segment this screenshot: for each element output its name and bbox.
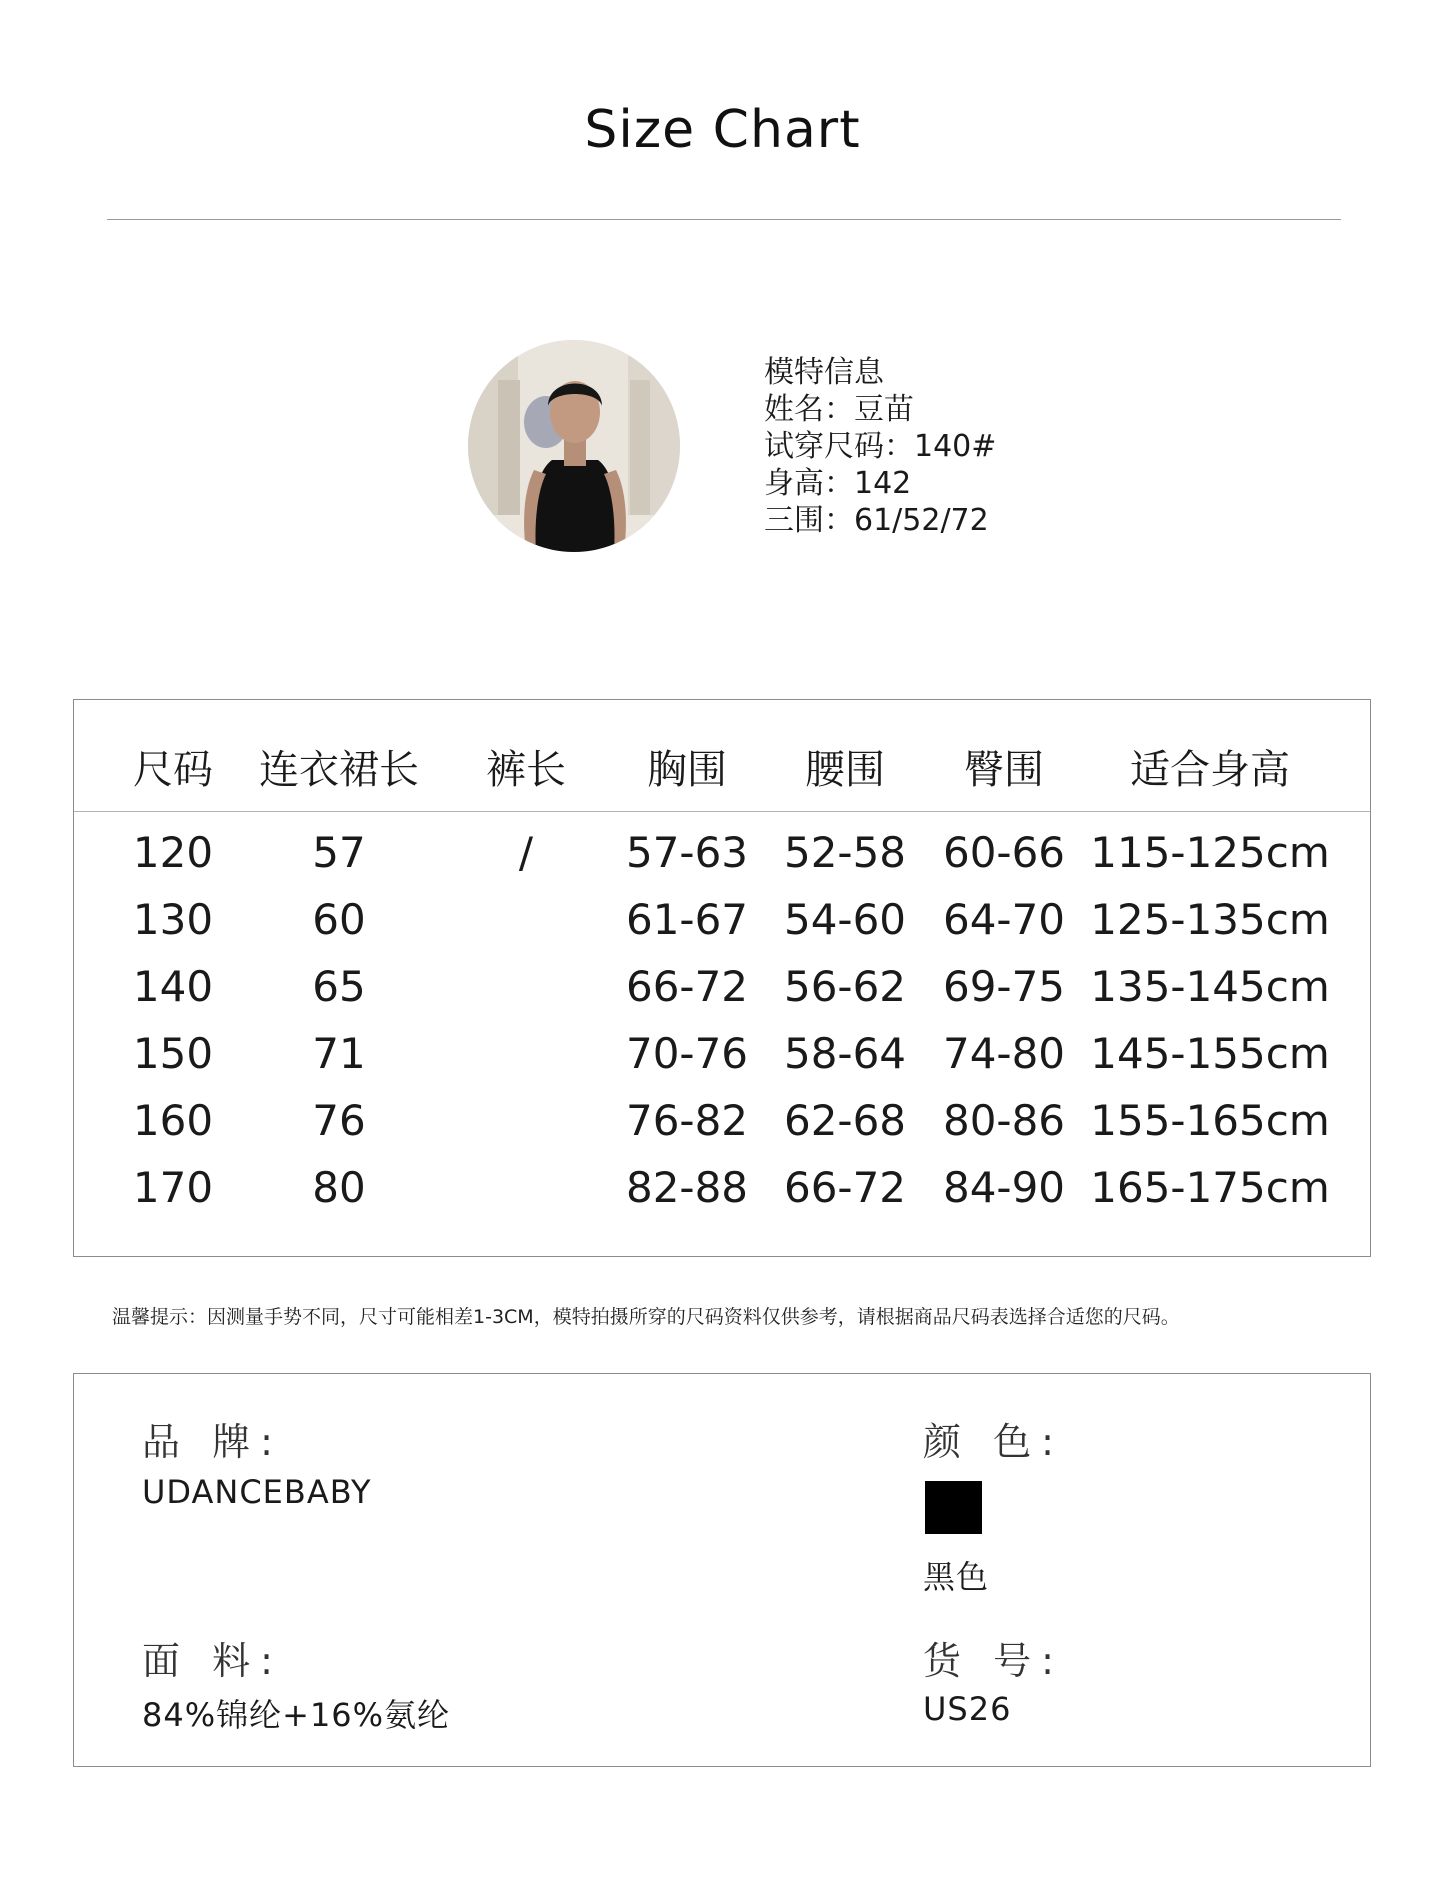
hip-cell: 69-75 [942,962,1066,1011]
waist-cell: 54-60 [783,895,907,944]
model-measurements: 三围：61/52/72 [764,503,989,538]
chest-cell: 82-88 [625,1163,749,1212]
fit-height-cell: 165-175cm [1090,1163,1330,1212]
waist-cell: 66-72 [783,1163,907,1212]
chest-cell: 76-82 [625,1096,749,1145]
fit-height-cell: 125-135cm [1090,895,1330,944]
header-fit-height: 适合身高 [1130,747,1290,793]
item-number-value: US26 [923,1690,1012,1728]
hip-cell: 60-66 [942,828,1066,877]
model-photo-illustration [468,340,680,552]
dress-length-cell: 76 [312,1096,366,1145]
waist-cell: 52-58 [783,828,907,877]
size-table-header [74,700,1370,812]
chest-cell: 66-72 [625,962,749,1011]
hip-cell: 74-80 [942,1029,1066,1078]
dress-length-cell: 71 [312,1029,366,1078]
product-details [73,1373,1371,1767]
brand-label: 品 牌: [142,1420,283,1464]
hip-cell: 80-86 [942,1096,1066,1145]
model-height: 身高：142 [764,466,912,501]
model-photo [468,340,680,552]
hip-cell: 84-90 [942,1163,1066,1212]
fabric-label: 面 料: [142,1639,283,1683]
waist-cell: 56-62 [783,962,907,1011]
size-cell: 150 [132,1029,214,1078]
header-chest: 胸围 [647,747,727,793]
model-name: 姓名：豆苗 [764,392,914,427]
size-cell: 160 [132,1096,214,1145]
size-tip: 温馨提示：因测量手势不同，尺寸可能相差1-3CM，模特拍摄所穿的尺码资料仅供参考，请根据商品尺码表选择合适您的尺码。 [112,1306,1180,1328]
header-dress-length: 连衣裙长 [259,747,419,793]
header-size: 尺码 [133,747,213,793]
color-value: 黑色 [923,1558,990,1596]
model-tried-size: 试穿尺码：140# [764,429,997,464]
fabric-value: 84%锦纶+16%氨纶 [142,1696,451,1734]
dress-length-cell: 60 [312,895,366,944]
waist-cell: 62-68 [783,1096,907,1145]
fit-height-cell: 145-155cm [1090,1029,1330,1078]
header-pants-length: 裤长 [486,747,566,793]
header-hip: 臀围 [964,747,1044,793]
hip-cell: 64-70 [942,895,1066,944]
dress-length-cell: 80 [312,1163,366,1212]
fit-height-cell: 135-145cm [1090,962,1330,1011]
size-table [73,699,1371,1257]
size-cell: 170 [132,1163,214,1212]
model-info [764,354,996,539]
size-cell: 140 [132,962,214,1011]
item-number-label: 货 号: [923,1639,1064,1683]
color-label: 颜 色: [923,1420,1064,1464]
model-info-heading: 模特信息 [764,355,884,390]
size-cell: 120 [132,828,214,877]
waist-cell: 58-64 [783,1029,907,1078]
title-divider [107,219,1341,220]
fit-height-cell: 155-165cm [1090,1096,1330,1145]
dress-length-cell: 65 [312,962,366,1011]
color-swatch [925,1481,982,1534]
chest-cell: 61-67 [625,895,749,944]
fit-height-cell: 115-125cm [1090,828,1330,877]
pants-length-cell: / [518,828,534,877]
dress-length-cell: 57 [312,828,366,877]
chest-cell: 57-63 [625,828,749,877]
page-title: Size Chart [584,100,861,160]
size-cell: 130 [132,895,214,944]
header-waist: 腰围 [805,747,885,793]
chest-cell: 70-76 [625,1029,749,1078]
brand-value: UDANCEBABY [142,1473,372,1511]
